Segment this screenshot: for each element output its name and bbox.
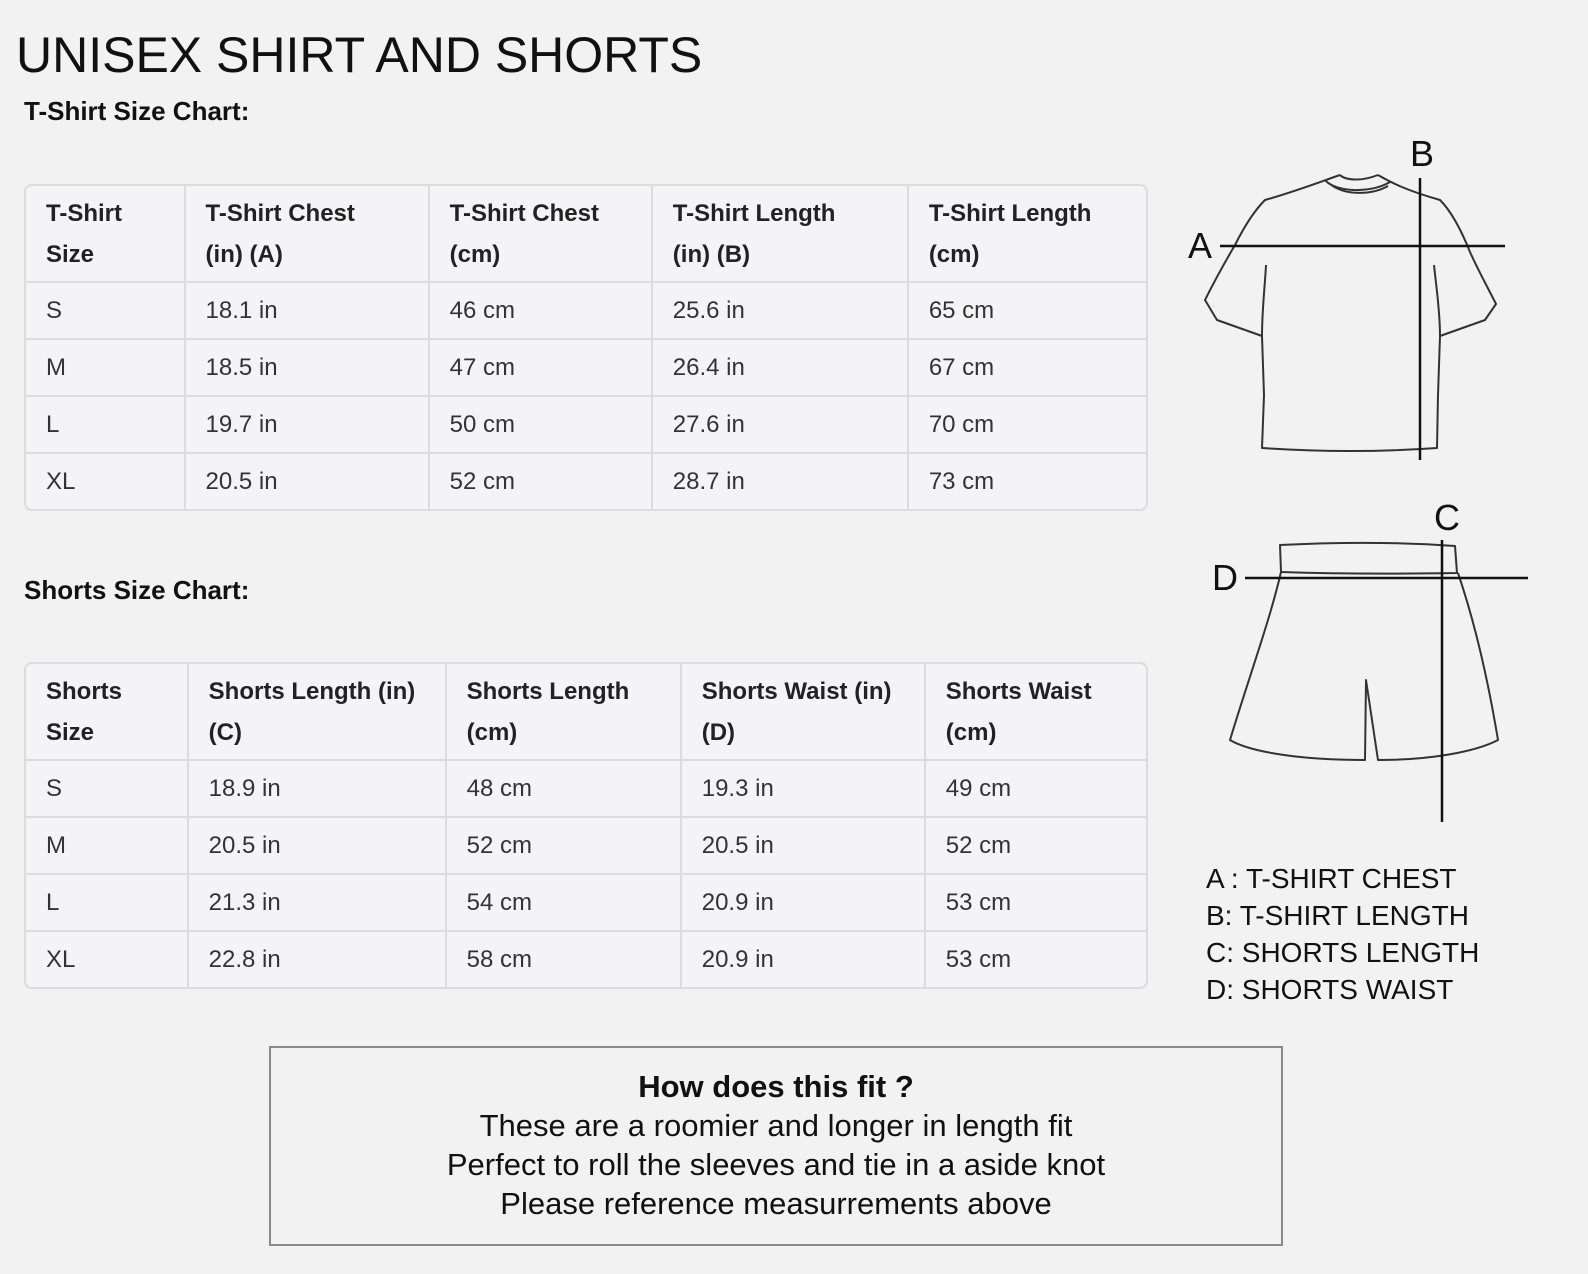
fit-line: Perfect to roll the sleeves and tie in a aside knot [446, 1147, 1106, 1182]
table-cell: 65 cm [909, 283, 1146, 340]
tshirt-size-table [24, 184, 1148, 511]
table-cell: S [26, 761, 189, 818]
header-cell: T-Shirt Size [26, 186, 186, 283]
label-b: B [1410, 133, 1435, 174]
table-cell: 27.6 in [653, 397, 909, 454]
header-cell: T-Shirt Length (in) (B) [653, 186, 909, 283]
table-cell: 46 cm [430, 283, 653, 340]
table-cell: 73 cm [928, 467, 995, 495]
header-cell: Shorts Waist (in) (D) [682, 664, 926, 761]
header-cell: Shorts Size [26, 664, 189, 761]
table-cell: M [26, 818, 189, 875]
table-header-row [26, 186, 1146, 283]
table-row [26, 283, 1146, 340]
page-title: UNISEX SHIRT AND SHORTS [16, 27, 703, 83]
table-row [26, 761, 1146, 818]
header-cell: T-Shirt Length (cm) [909, 186, 1146, 283]
table-cell: 52 cm [447, 818, 682, 875]
label-a: A [1188, 225, 1213, 266]
measurement-legend [1206, 860, 1479, 1008]
tshirt-chart-title: T-Shirt Size Chart: [24, 96, 250, 126]
legend-item: C: SHORTS LENGTH [1206, 937, 1480, 968]
legend-item: A : T-SHIRT CHEST [1206, 863, 1457, 894]
header-cell: T-Shirt Chest (cm) [430, 186, 653, 283]
label-d: D [1212, 557, 1238, 598]
table-cell: 18.1 in [186, 283, 430, 340]
table-cell: 22.8 in [189, 932, 447, 987]
fit-line: Please reference measurrements above [500, 1186, 1052, 1221]
header-cell: Shorts Waist (cm) [926, 664, 1146, 761]
tshirt-outline-icon [1205, 175, 1496, 451]
table-cell: 20.5 in [186, 454, 430, 509]
fit-line: These are a roomier and longer in length fit [479, 1108, 1073, 1143]
table-cell: 48 cm [447, 761, 682, 818]
table-cell: L [26, 397, 186, 454]
table-cell: 58 cm [447, 932, 682, 987]
table-cell: 20.5 in [682, 818, 926, 875]
table-cell: 19.7 in [186, 397, 430, 454]
table-row [26, 932, 1146, 987]
label-c: C [1434, 497, 1460, 538]
table-cell: 53 cm [926, 875, 1146, 932]
table-row [26, 875, 1146, 932]
header-cell: T-Shirt Chest (in) (A) [186, 186, 430, 283]
fit-info-box [269, 1046, 1283, 1246]
table-cell: 21.3 in [189, 875, 447, 932]
legend-item: D: SHORTS WAIST [1206, 974, 1454, 1005]
table-cell: 52 cm [926, 818, 1146, 875]
table-cell: 18.5 in [186, 340, 430, 397]
table-cell: L [26, 875, 189, 932]
table-row [26, 818, 1146, 875]
table-row [26, 340, 1146, 397]
table-row [26, 397, 1146, 454]
table-cell: 67 cm [909, 340, 1146, 397]
table-cell: 25.6 in [653, 283, 909, 340]
fit-heading: How does this fit ? [638, 1069, 914, 1104]
table-cell: S [26, 283, 186, 340]
table-header-row [26, 664, 1146, 761]
table-cell: 19.3 in [682, 761, 926, 818]
table-cell: 50 cm [430, 397, 653, 454]
table-cell: 20.9 in [682, 932, 926, 987]
table-cell: 70 cm [909, 397, 1146, 454]
table-cell: 20.5 in [189, 818, 447, 875]
table-cell: 49 cm [926, 761, 1146, 818]
shorts-size-table [24, 662, 1148, 989]
legend-item: B: T-SHIRT LENGTH [1206, 900, 1469, 931]
table-cell: 18.9 in [189, 761, 447, 818]
table-cell: 54 cm [447, 875, 682, 932]
table-cell: 26.4 in [653, 340, 909, 397]
table-cell: M [26, 340, 186, 397]
table-cell: XL [26, 454, 186, 509]
header-cell: Shorts Length (cm) [447, 664, 682, 761]
measurement-diagram [1168, 120, 1528, 840]
shorts-outline-icon [1230, 543, 1498, 760]
table-cell: 47 cm [430, 340, 653, 397]
header-cell: Shorts Length (in) (C) [189, 664, 447, 761]
table-cell: 28.7 in [653, 454, 909, 509]
table-cell: XL [26, 932, 189, 987]
table-cell: 52 cm [430, 454, 653, 509]
table-cell: 53 cm [945, 945, 1012, 973]
shorts-chart-title: Shorts Size Chart: [24, 575, 250, 605]
table-row [26, 454, 1146, 509]
table-cell: 20.9 in [682, 875, 926, 932]
